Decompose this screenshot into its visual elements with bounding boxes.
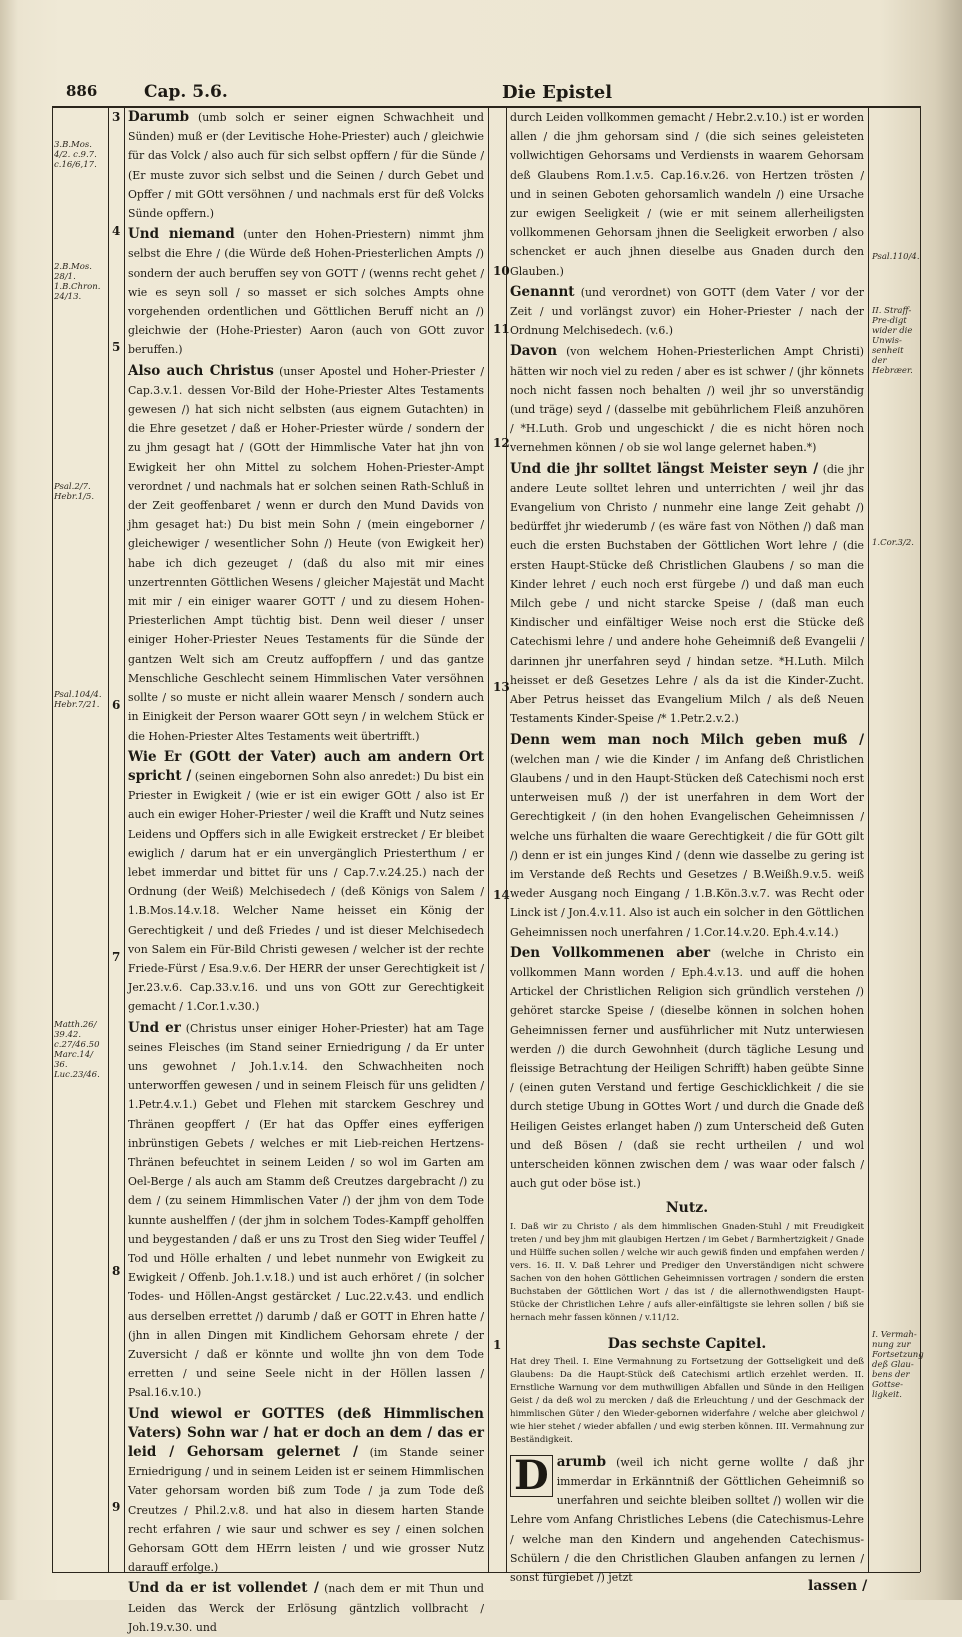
verse-paragraph (510, 108, 864, 281)
verse-paragraph (128, 1019, 484, 1403)
verse-lead: arumb (556, 1453, 607, 1470)
verse-lead: Also auch Christus (128, 362, 274, 379)
verse-number: 14 (493, 888, 510, 902)
verse-paragraph (510, 460, 864, 729)
verse-lead: Und wiewol er GOTTES (deß Himmlischen Vaters) Sohn war / hat er doch an dem / das er leid / Gehorsam gelernet / (128, 1405, 484, 1461)
verse-text: (im Stande seiner Erniedrigung / und in seinem Leiden ist er seinem Himmlischen Vater gehorsam worden biß zum Tode / ja zum Tode deß Creutzes / Phil.2.v.8. und hat also in diesem harten Stande recht erfahren / wie saur und schwer es sey / einen solchen Gehorsam GOtt dem HErrn leisten / und wie grosser Nutz darauff erfolge.) (128, 1446, 484, 1575)
verse-paragraph (128, 748, 484, 1017)
chapter-heading: Das sechste Capitel. (607, 1335, 767, 1352)
verse-paragraph (510, 1453, 864, 1587)
verse-text: (Christus unser einiger Hoher-Priester) hat am Tage seines Fleisches (im Stand seiner Erniedrigung / da Er unter uns gewohnet / Joh.1.v.14. den Schwachheiten noch unterworffen gewesen / und in seinem Fleisch für uns gelidten / 1.Petr.4.v.1.) Gebet und Flehen mit starckem Geschrey und Thränen geopffert / (Er hat das Opffer eines eyfferigen inbrünstigen Gebets / welches er mit Lieb-reichen Hertzens-Thränen befeuchtet in seinem Leiden / so wol im Garten am Oel-Berge / als auch am Stamm deß Creutzes dargebracht /) zu dem / (zu seinem Himmlischen Vater /) der jhm von dem Tode kunnte aushelffen / (der jhm in solchem Todes-Kampff geholffen und beygestanden / daß er uns zu Trost den Sieg wider Teuffel / Tod und Hölle erhalten / und lebet nunmehr von Ewigkeit zu Ewigkeit / Offenb. Joh.1.v.18.) und ist auch erhöret / (in solcher Todes- und Höllen-Angst gestärcket / Luc.22.v.43. und endlich aus derselben errettet /) darumb / daß er GOTT in Ehren hatte / (jhn in allen Dingen mit Kindlichem Gehorsam ehrete / der Zuversicht / daß er könnte und wollte jhn von dem Tode erretten / und seine Seele nicht in der Höllen lassen / Psal.16.v.10.) (128, 1021, 484, 1400)
outer-left-rule (52, 106, 53, 1572)
verse-lead: Und da er ist vollendet / (128, 1580, 319, 1597)
verse-number: 11 (493, 322, 510, 336)
verse-lead: Und er (128, 1019, 181, 1036)
verse-text: (unter den Hohen-Priestern) nimmt jhm selbst die Ehre / (die Würde deß Hohen-Priesterlichen Ampts /) sondern der auch beruffen sey von GOTT / (wenns recht gehet / wie es seyn soll / so masset er sich solches Ampts ohne vorgehenden ordentlichen und Göttlichen Beruff nicht an /) gleichwie der (Hohe-Priester) Aaron (auch von GOtt zuvor beruffen.) (128, 228, 484, 357)
verse-number: 5 (112, 340, 121, 354)
verse-paragraph (510, 731, 864, 942)
verse-number: 6 (112, 698, 121, 712)
left-margin-rule (108, 106, 109, 1572)
verse-lead: Und die jhr solltet längst Meister seyn / (510, 460, 819, 477)
verse-number: 12 (493, 436, 510, 450)
margin-note: Matth.26/ 39.42. c.27/46.50 Marc.14/ 36. Luc.23/46. (54, 1020, 100, 1080)
verse-number: 9 (112, 1500, 121, 1514)
running-header (52, 82, 922, 108)
verse-number: 3 (112, 110, 121, 124)
verse-number: 1 (493, 1338, 502, 1352)
margin-note: Psal.110/4. (872, 252, 920, 262)
drop-cap-initial: D (510, 1455, 553, 1497)
chapter-summary: Hat drey Theil. I. Eine Vermahnung zu Fortsetzung der Gottseligkeit und deß Glaubens: Da die Haupt-Stück deß Catechismi artlich erzehlet werden. II. Ernstliche Warnung vor dem muthwilligen Abfallen und Sünde in den Heiligen Geist / da deß wol zu mercken / daß die Erleuchtung / und der Geschmack der himmlischen Güter / den Wieder-gebornen widerfahre / welche aber gleichwol / wie hier stehet / wieder abfallen / und ewig sterben können. III. Vermahnung zur Beständigkeit. (510, 1356, 864, 1445)
verse-paragraph (510, 944, 864, 1194)
nutz-text: I. Daß wir zu Christo / als dem himmlischen Gnaden-Stuhl / mit Freudigkeit treten / und bey jhm mit glaubigen Hertzen / im Gebet / Barmhertzigkeit / Gnade und Hülffe suchen sollen / welche wir auch gewiß finden und empfahen werden / vers. 16. II. V. Daß Lehrer und Prediger den Unverständigen nicht schwere Sachen von den hohen Göttlichen Geheimnissen vortragen / sondern die ersten Buchstaben der Göttlichen Wort / das ist / die allernothwendigsten Haupt-Stücke der Christlichen Lehre / aufs aller-einfältigste sie lehren sollen / biß sie hernach mehr fassen können / v.11/12. (510, 1221, 864, 1323)
verse-lead: Genannt (510, 283, 575, 300)
verse-lead: Davon (510, 343, 558, 360)
verse-paragraph (128, 1405, 484, 1578)
verse-lead: Den Vollkommenen aber (510, 944, 711, 961)
margin-note: Psal.2/7. Hebr.1/5. (54, 482, 95, 502)
verse-text: (unser Apostel und Hoher-Priester / Cap.3.v.1. dessen Vor-Bild der Hohe-Priester Altes Testaments gewesen /) hat sich nicht selbsten (aus eignem Gutachten) in die Ehre gesetzet / daß er Hoher-Priester würde / sondern der zu jhm gesagt hat / (GOtt der Himmlische Vater hat jhn von Ewigkeit her ohn Mittel zu solchem Hohen-Priester-Ampt verordnet / und nachmals hat er solchen seinen Rath-Schluß in der Zeit geoffenbaret / wenn er durch den Mund Davids von jhm gesaget hat:) Du bist mein Sohn / (mein eingeborner / gleichewiger / wesentlicher Sohn /) Heute (von Ewigkeit her) habe ich dich gezeuget / (daß du also mit mir eines unzertrennten Göttlichen Wesens / gleicher Majestät und Macht mit mir / ein einiger waarer GOTT / und zu diesem Hohen-Priesterlichen Ampt tüchtig bist. Denn weil dieser / unser einiger Hoher-Priester Neues Testaments für die Sünde der gantzen Welt sich am Creutz auffopffern / und das gantze Menschliche Geschlecht seinem Himmlischen Vater versöhnen sollte / so muste er nicht allein waarer Mensch / sondern auch in Einigkeit der Person waarer GOtt seyn / in welchem Stück er die Hohen-Priester Altes Testaments weit übertrifft.) (128, 364, 484, 743)
margin-note: 2.B.Mos. 28/1. 1.B.Chron. 24/13. (54, 262, 101, 302)
verse-lead: Und niemand (128, 226, 235, 243)
running-title: Die Epistel (502, 82, 613, 103)
verse-number: 4 (112, 224, 121, 238)
verse-lead: Darumb (128, 109, 190, 125)
verse-paragraph (128, 108, 484, 223)
margin-note: I. Vermah-nung zur Fortsetzung deß Glau-bens der Gottse-ligkeit. (872, 1330, 924, 1400)
page-number: 886 (66, 82, 98, 100)
verse-paragraph (510, 283, 864, 341)
verse-paragraph (128, 1579, 484, 1637)
verse-text: durch Leiden vollkommen gemacht / Hebr.2.v.10.) ist er worden allen / die jhm gehorsam sind / (die sich seines geleisteten vollwichtigen Gehorsams und Verdiensts in waarem Gehorsam deß Glaubens Rom.1.v.5. Cap.16.v.26. von Hertzen trösten / und in seinen Geboten gehorsamlich wandeln /) eine Ursache zur ewigen Seeligkeit / (wie er mit seinem allerheiligsten vollkommenen Gehorsam jhnen die Seeligkeit erworben / also schencket er auch jhnen dieselbe aus Gnaden durch den Glauben.) (510, 111, 864, 278)
nutz-heading: Nutz. (665, 1200, 709, 1217)
catchword: lassen / (808, 1578, 868, 1594)
verse-text: (die jhr andere Leute solltet lehren und unterrichten / weil jhr das Evangelium von Christo / nunmehr eine lange Zeit gehabt /) bedürffet jhr wiederumb / (es wäre fast von Nöthen /) daß man euch die ersten Buchstaben der Göttlichen Wort lehre / (die ersten Haupt-Stücke deß Christlichen Glaubens / so man die Kinder lehret / euch noch erst fürgebe /) und daß man euch Milch gebe / und nicht starcke Speise / (daß man euch Kindischer und einfältiger Weise noch erst die Stücke deß Catechismi lehre / und andere hohe Geheimniß deß Evangelii / darinnen jhr unerfahren seyd / hindan setze. *H.Luth. Milch heisset er deß Gesetzes Lehre / als da ist die Kinder-Zucht. Aber Petrus heisset das Evangelium Milch / als deß Neuen Testaments Kinder-Speise /* 1.Petr.2.v.2.) (510, 462, 865, 726)
margin-note: Psal.104/4. Hebr.7/21. (54, 690, 102, 710)
left-verse-rule (124, 106, 125, 1572)
chapter-ref: Cap. 5.6. (144, 82, 228, 102)
verse-lead: Denn wem man noch Milch geben muß / (510, 731, 864, 748)
right-text-column (510, 108, 865, 1584)
verse-text: (seinen eingebornen Sohn also anredet:) Du bist ein Priester in Ewigkeit / (wie er ist ein ewiger GOtt / also ist Er auch ein ewiger Hoher-Priester / weil die Krafft und Nutz seines Leidens und Opffers sich in alle Ewigkeit erstrecket / Er bleibet ewiglich / darum hat er ein unvergänglich Priesterthum / er lebet immerdar und bittet für uns / Cap.7.v.24.25.) nach der Ordnung (der Weiß) Melchisedech / (deß Königs von Salem / 1.B.Mos.14.v.18. Welcher Name heisset ein König der Gerechtigkeit / und deß Friedes / und ist dieser Melchisedech von Salem ein Für-Bild Christi gewesen / welcher ist der rechte Friede-Fürst / Esa.9.v.6. Der HERR der unser Gerechtigkeit ist / Jer.23.v.6. Cap.33.v.16. und uns von GOtt zur Gerechtigkeit gemacht / 1.Cor.1.v.30.) (128, 769, 485, 1014)
left-text-column (128, 108, 485, 1634)
verse-paragraph (128, 225, 484, 359)
center-rule (488, 106, 489, 1572)
verse-number: 10 (493, 264, 510, 278)
verse-number: 8 (112, 1264, 121, 1278)
verse-number: 13 (493, 680, 510, 694)
margin-note: 3.B.Mos. 4/2. c.9.7. c.16/6,17. (54, 140, 97, 170)
margin-note: 1.Cor.3/2. (872, 538, 914, 548)
verse-text: (umb solch er seiner eignen Schwachheit und Sünden) muß er (der Levitische Hohe-Priester) auch / gleichwie für das Volck / also auch für sich selbst opffern / für die Sünde / (Er muste zuvor sich selbst und die Seinen / durch Gebet und Opffer / mit GOtt versöhnen / und nachmals erst für deß Volcks Sünde opffern.) (128, 111, 484, 221)
verse-text: (und verordnet) von GOTT (dem Vater / vor der Zeit / und vorlängst zuvor) ein Hoher-Priester / nach der Ordnung Melchisedech. (v.6.) (510, 285, 864, 338)
verse-text: (weil ich nicht gerne wollte / daß jhr immerdar in Erkänntniß der Göttlichen Geheimniß so unerfahren und seichte bleiben solltet /) wollen wir die Lehre vom Anfang Christliches Lebens (die Catechismus-Lehre / welche man den Kindern und angehenden Catechismus-Schülern / die den Christlichen Glauben anfangen zu lernen / sonst fürgiebet /) jetzt (510, 1455, 864, 1584)
verse-text: (welchen man / wie die Kinder / im Anfang deß Christlichen Glaubens / und in den Haupt-Stücken deß Catechismi noch erst unterweisen muß /) der ist unerfahren in dem Wort der Gerechtigkeit / (in den hohen Evangelischen Geheimnissen / welche uns fürhalten die waare Gerechtigkeit / die für GOtt gilt /) denn er ist ein junges Kind / (denn wie dasselbe zu gering ist im Verstande deß Rechts und Gesetzes / B.Weißh.9.v.5. weiß weder Ausgang noch Eingang / 1.B.Kön.3.v.7. was Recht oder Linck ist / Jon.4.v.11. Also ist auch ein solcher in den Göttlichen Geheimnissen noch unerfahren / 1.Cor.14.v.20. Eph.4.v.14.) (510, 752, 864, 939)
margin-note: II. Straff-Pre-digt wider die Unwis-senheit der Hebræer. (872, 306, 913, 376)
right-margin-rule (868, 106, 869, 1572)
verse-paragraph (510, 342, 864, 457)
verse-paragraph (128, 362, 484, 746)
verse-text: (nach dem er mit Thun und Leiden das Werck der Erlösung gäntzlich vollbracht / Joh.19.v.30. und (128, 1582, 484, 1634)
verse-number: 7 (112, 950, 121, 964)
verse-text: (welche in Christo ein vollkommen Mann worden / Eph.4.v.13. und auff die hohen Artickel der Christlichen Religion sich gründlich verstehen /) gehöret starcke Speise / (dieselbe können in solchen hohen Geheimnissen ferner und ausführlicher mit Nutz unterwiesen werden /) die durch Gewohnheit (durch tägliche Lesung und fleissige Betrachtung der Heiligen Schrifft) haben geübte Sinne / (einen guten Verstand und fertige Geschicklichkeit / die sie durch stetige Ubung in GOttes Wort / und durch die Gnade deß Heiligen Geistes erlanget haben /) zum Unterscheid deß Guten und deß Bösen / (daß sie recht urtheilen / und wol unterscheiden können zwischen dem / was waar oder falsch / auch gut oder böse ist.) (510, 946, 864, 1191)
verse-text: (von welchem Hohen-Priesterlichen Ampt Christi) hätten wir noch viel zu reden / aber es ist schwer / (jhr könnets noch nicht fassen noch behalten /) weil jhr so unverständig (und träge) seyd / (dasselbe mit gebührlichem Fleiß anzuhören / *H.Luth. Grob und ungeschickt / die es nicht hören noch vernehmen können / ob sie wol lange gelernet haben.*) (510, 345, 864, 455)
verse-lead: Wie Er (GOtt der Vater) auch am andern Ort spricht / (128, 748, 484, 784)
